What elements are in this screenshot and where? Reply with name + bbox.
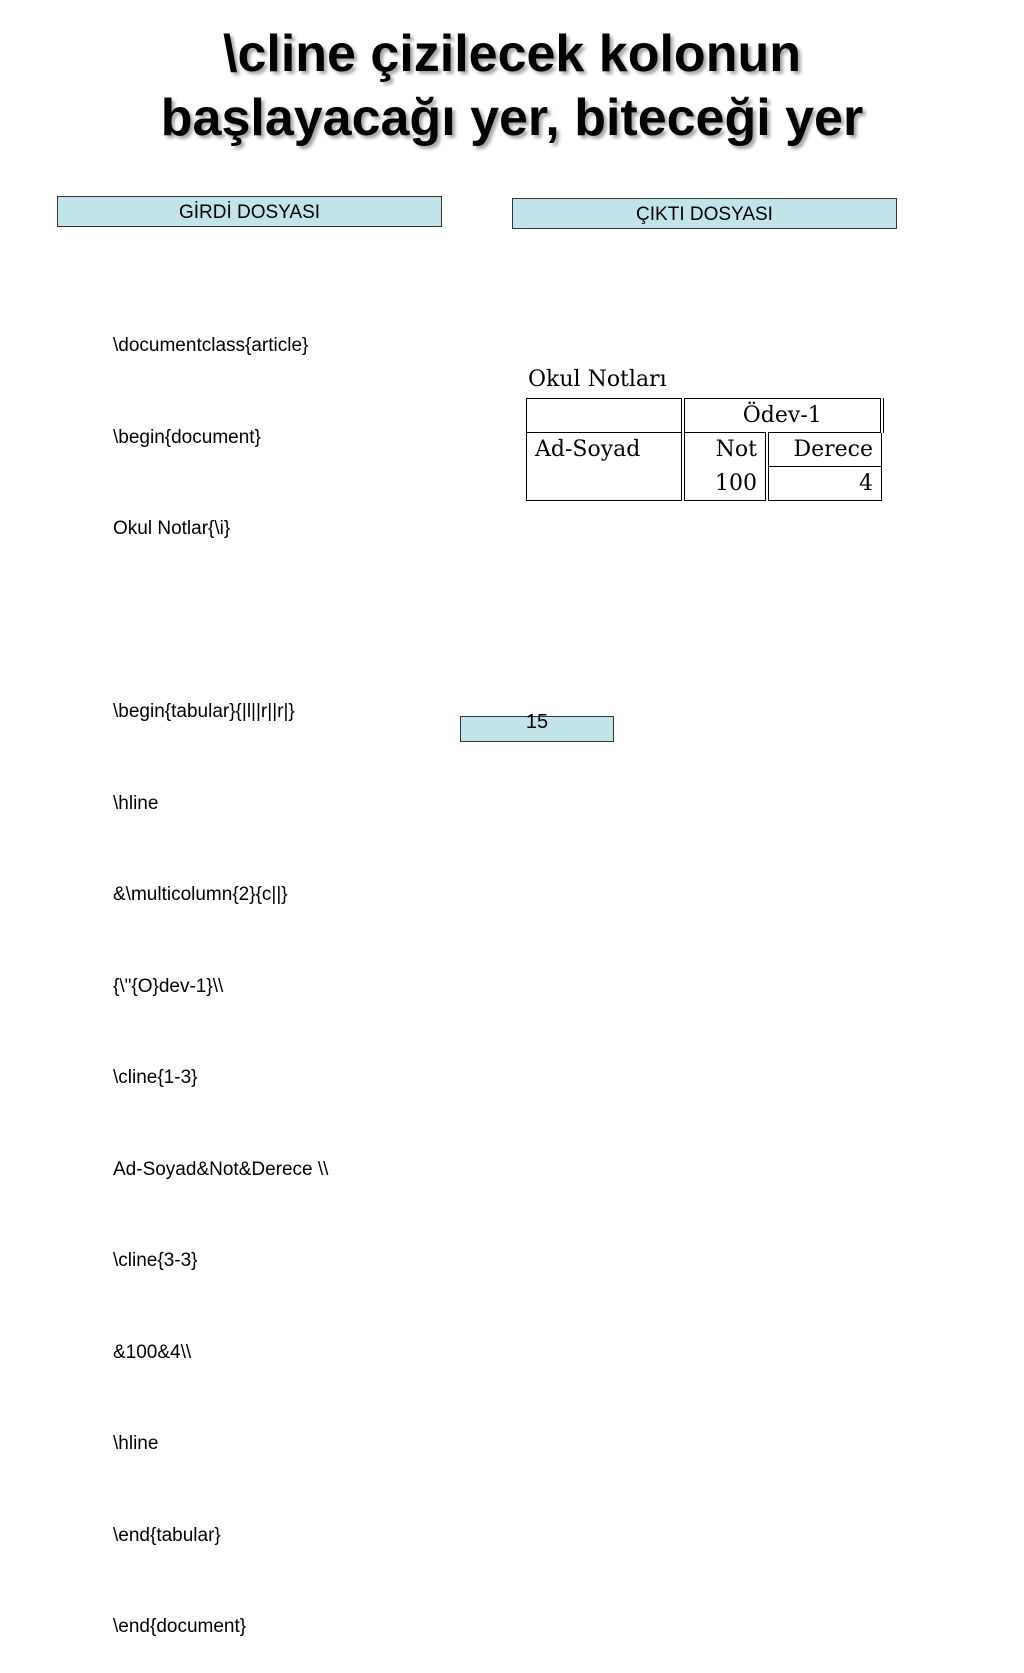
code-line: &100&4\\ <box>113 1341 192 1363</box>
rendered-output <box>526 366 884 501</box>
code-line: \documentclass{article} <box>113 335 309 356</box>
table-column-header: Derece <box>767 433 882 467</box>
code-line: Ad-Soyad&Not&Derece \\ <box>113 1158 329 1180</box>
code-line: Okul Notlar{\i} <box>113 518 231 539</box>
latex-source-code <box>113 270 328 1673</box>
table-row <box>527 467 882 501</box>
table-row <box>527 433 882 467</box>
code-line: {\"{O}dev-1}\\ <box>113 975 224 997</box>
slide-title <box>0 22 1024 150</box>
table-cell: 100 <box>683 467 767 501</box>
output-file-label: ÇIKTI DOSYASI <box>512 198 897 229</box>
output-caption: Okul Notları <box>528 367 667 392</box>
table-cell: 4 <box>767 467 882 501</box>
table-column-header: Not <box>683 433 767 467</box>
rendered-table <box>526 398 884 501</box>
slide-title-line-2: başlayacağı yer, biteceği yer <box>160 89 864 147</box>
table-header-span: Ödev-1 <box>683 399 882 433</box>
table-cell-empty <box>527 399 684 433</box>
table-column-header: Ad-Soyad <box>527 433 684 467</box>
table-row <box>527 399 882 433</box>
input-file-label: GİRDİ DOSYASI <box>57 196 442 227</box>
code-line: \end{tabular} <box>113 1524 221 1546</box>
code-line: &\multicolumn{2}{c||} <box>113 884 288 905</box>
code-line: \hline <box>113 1433 159 1454</box>
table-cell <box>527 467 684 501</box>
page-number: 15 <box>460 716 614 742</box>
code-line: \end{document} <box>113 1616 247 1637</box>
code-line <box>113 606 328 637</box>
slide-title-line-1: \cline çizilecek kolonun <box>223 25 801 83</box>
code-line: \cline{3-3} <box>113 1250 198 1271</box>
code-line: \begin{document} <box>113 426 261 448</box>
code-line: \hline <box>113 792 159 814</box>
code-line: \begin{tabular}{|l||r||r|} <box>113 701 295 722</box>
code-line: \cline{1-3} <box>113 1067 198 1088</box>
